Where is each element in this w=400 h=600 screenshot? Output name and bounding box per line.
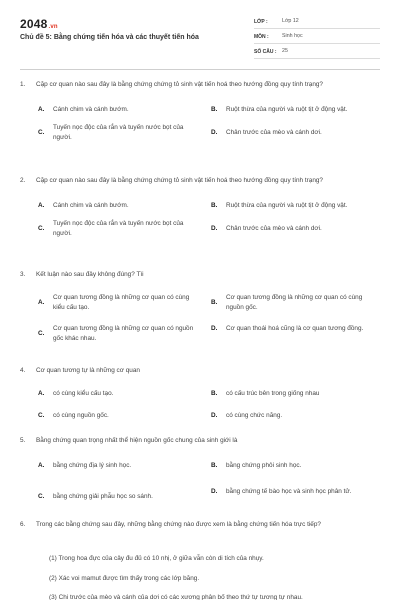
meta-count-row <box>254 44 380 59</box>
options <box>38 279 380 359</box>
meta-subject-row <box>254 29 380 44</box>
option-text: Ruột thừa của người và ruột tịt ở động vật. <box>226 202 348 210</box>
option-letter: A. <box>38 462 45 470</box>
question-4 <box>20 366 380 425</box>
subject-label: MÔN : <box>254 33 269 40</box>
question-stem <box>20 270 380 279</box>
question-6 <box>20 520 380 600</box>
option-letter: B. <box>211 390 218 398</box>
meta-class-row <box>254 14 380 29</box>
option-text: có cùng chức năng. <box>226 412 283 420</box>
logo-main: 2048 <box>20 17 48 31</box>
statement-2: (2) Xác voi mamut được tìm thấy trong các lớp băng. <box>49 575 200 582</box>
option-letter: D. <box>211 129 218 137</box>
option-letter: D. <box>211 412 218 420</box>
option-a[interactable] <box>38 105 200 114</box>
question-3 <box>20 270 380 359</box>
option-text: Chân trước của mèo và cánh dơi. <box>226 225 322 233</box>
option-letter: C. <box>38 224 45 232</box>
question-text: Trong các bằng chứng sau đây, những bằng chứng nào được xem là bằng chứng tiến hóa trực tiếp? <box>36 521 321 528</box>
question-number: 6. <box>20 521 26 528</box>
option-letter: A. <box>38 106 45 114</box>
question-stem <box>20 176 380 185</box>
logo-suffix: .vn <box>48 24 58 30</box>
option-b[interactable] <box>211 201 381 210</box>
option-c[interactable] <box>38 123 188 142</box>
option-letter: D. <box>211 225 218 233</box>
option-text: Cơ quan tương đồng là những cơ quan có cùng kiểu cấu tạo. <box>53 294 190 311</box>
option-text: có cùng kiểu cấu tạo. <box>53 390 114 398</box>
question-2 <box>20 176 380 243</box>
option-b[interactable] <box>211 293 381 312</box>
option-letter: C. <box>38 329 45 337</box>
option-text: Tuyến nọc độc của rắn và tuyến nước bọt của người. <box>53 220 184 237</box>
option-text: bằng chứng giải phẫu học so sánh. <box>53 493 153 501</box>
question-number: 3. <box>20 271 26 278</box>
option-c[interactable] <box>38 411 200 420</box>
option-d[interactable] <box>211 411 381 420</box>
question-number: 5. <box>20 437 26 444</box>
option-a[interactable] <box>38 389 200 398</box>
option-c[interactable] <box>38 219 188 238</box>
options <box>38 185 380 243</box>
page-title: Chủ đề 5: Bằng chứng tiến hóa và các thuyết tiến hóa <box>20 34 199 41</box>
option-text: Cơ quan tương đồng là những cơ quan có cùng nguồn gốc. <box>226 294 363 311</box>
option-letter: C. <box>38 493 45 501</box>
subject-value: Sinh học <box>282 33 303 40</box>
question-number: 2. <box>20 177 26 184</box>
option-letter: A. <box>38 390 45 398</box>
option-text: Tuyến nọc độc của rắn và tuyến nước bọt của người. <box>53 124 184 141</box>
option-text: Cơ quan thoái hoá cũng là cơ quan tương đồng. <box>226 325 364 333</box>
option-text: bằng chứng tế bào học và sinh học phân tử. <box>226 488 352 496</box>
option-text: bằng chứng phôi sinh học. <box>226 462 302 470</box>
worksheet-header <box>20 14 380 62</box>
question-5 <box>20 436 380 507</box>
class-label: LỚP : <box>254 18 268 25</box>
meta-info <box>254 14 380 59</box>
question-text: Kết luận nào sau đây không đúng? Tìi <box>36 271 144 278</box>
option-text: Ruột thừa của người và ruột tịt ở động vật. <box>226 106 348 114</box>
option-letter: B. <box>211 462 218 470</box>
option-letter: D. <box>211 488 218 496</box>
option-letter: D. <box>211 325 218 333</box>
option-text: bằng chứng địa lý sinh học. <box>53 462 132 470</box>
option-d[interactable] <box>211 487 381 496</box>
class-value: Lớp 12 <box>282 18 299 25</box>
option-letter: B. <box>211 298 218 306</box>
options <box>38 445 380 507</box>
question-1 <box>20 80 380 147</box>
option-d[interactable] <box>211 128 381 137</box>
question-number: 4. <box>20 367 26 374</box>
question-text: Bằng chứng quan trọng nhất thể hiện nguồn gốc chung của sinh giới là <box>36 437 238 444</box>
option-a[interactable] <box>38 293 200 312</box>
site-logo[interactable] <box>20 16 58 33</box>
option-b[interactable] <box>211 389 381 398</box>
option-text: Cánh chim và cánh bướm. <box>53 202 129 210</box>
option-d[interactable] <box>211 224 381 233</box>
question-stem <box>20 436 380 445</box>
count-value: 25 <box>282 48 288 55</box>
option-a[interactable] <box>38 201 200 210</box>
options <box>38 89 380 147</box>
statement-1: (1) Trong hoa đực của cây đu đủ có 10 nhị, ở giữa vẫn còn di tích của nhụy. <box>49 555 264 562</box>
option-text: Cánh chim và cánh bướm. <box>53 106 129 114</box>
option-letter: A. <box>38 202 45 210</box>
option-b[interactable] <box>211 461 381 470</box>
question-stem <box>20 520 380 529</box>
option-a[interactable] <box>38 461 200 470</box>
option-d[interactable] <box>211 324 381 333</box>
option-b[interactable] <box>211 105 381 114</box>
statement-3: (3) Chi trước của mèo và cánh của dơi có các xương phân bố theo thứ tự tương tự nhau. <box>49 594 303 600</box>
option-letter: A. <box>38 298 45 306</box>
header-divider <box>20 69 380 70</box>
option-text: Chân trước của mèo và cánh dơi. <box>226 129 322 137</box>
option-text: có cấu trúc bên trong giống nhau <box>226 390 320 398</box>
option-letter: C. <box>38 128 45 136</box>
question-text: Cơ quan tương tự là những cơ quan <box>36 367 140 374</box>
option-c[interactable] <box>38 324 200 343</box>
option-text: Cơ quan tương đồng là những cơ quan có nguồn gốc khác nhau. <box>53 325 194 342</box>
question-stem <box>20 366 380 375</box>
question-text: Cặp cơ quan nào sau đây là bằng chứng chứng tỏ sinh vật tiến hoá theo hướng đồng quy tính trạng? <box>36 177 323 184</box>
options <box>38 375 380 425</box>
question-stem <box>20 80 380 89</box>
option-letter: B. <box>211 106 218 114</box>
option-c[interactable] <box>38 492 200 501</box>
option-text: có cùng nguồn gốc. <box>53 412 109 420</box>
option-letter: B. <box>211 202 218 210</box>
question-text: Cặp cơ quan nào sau đây là bằng chứng chứng tỏ sinh vật tiến hoá theo hướng đồng quy tính trạng? <box>36 81 323 88</box>
count-label: SỐ CÂU : <box>254 48 277 55</box>
question-number: 1. <box>20 81 26 88</box>
option-letter: C. <box>38 412 45 420</box>
